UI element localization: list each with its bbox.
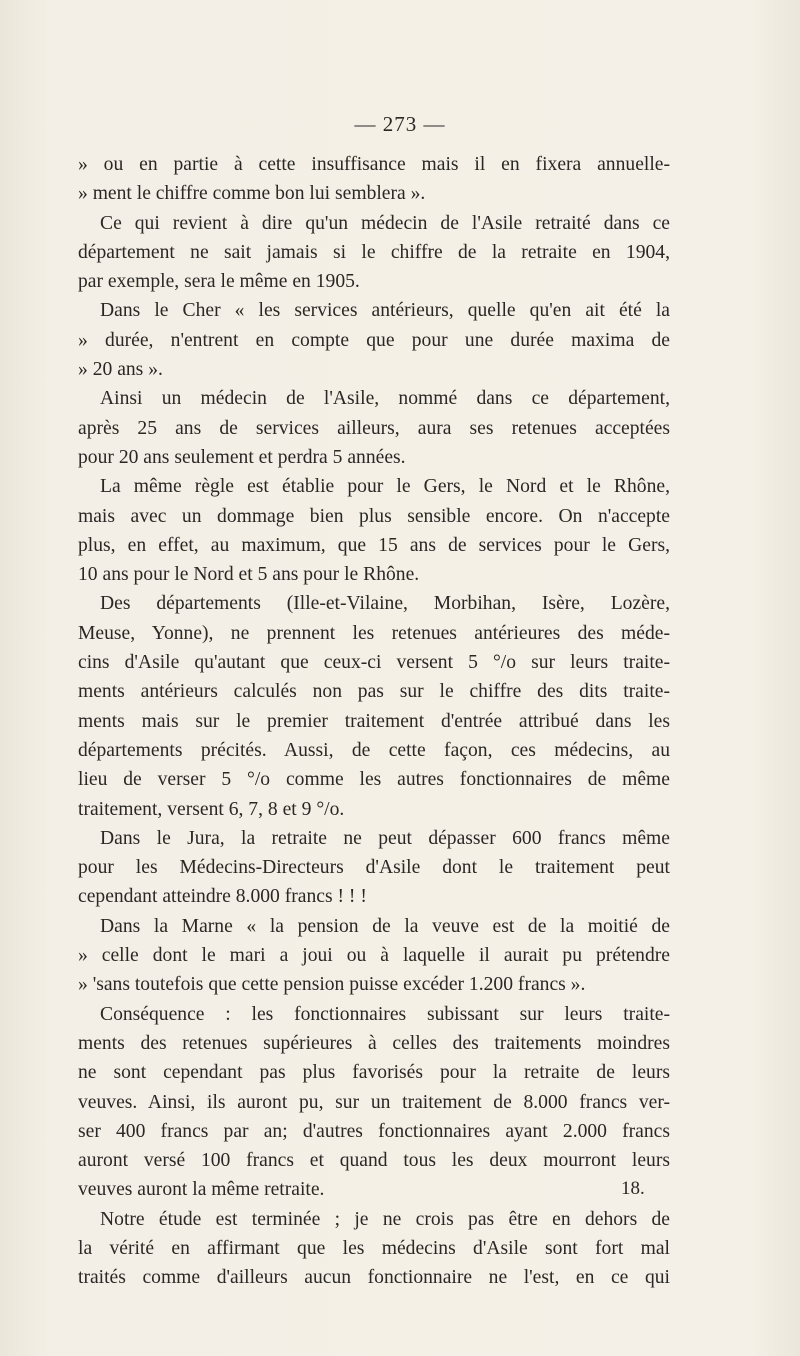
text-line: Notre étude est terminée ; je ne crois pas être en dehors de [100,1208,670,1230]
text-line: Conséquence : les fonctionnaires subissant sur leurs traite- [100,1003,670,1025]
text-line: ser 400 francs par an; d'autres fonctionnaires ayant 2.000 francs [78,1120,670,1142]
text-line: » durée, n'entrent en compte que pour une durée maxima de [78,329,670,351]
text-line: département ne sait jamais si le chiffre de la retraite en 1904, [78,241,670,263]
text-line: veuves auront la même retraite. [78,1179,325,1201]
text-line: ments des retenues supérieures à celles des traitements moindres [78,1032,670,1054]
text-line: » ou en partie à cette insuffisance mais il en fixera annuelle- [78,154,670,175]
body-text [78,150,670,1293]
text-line: Ainsi un médecin de l'Asile, nommé dans ce département, [100,388,670,410]
text-line: cins d'Asile qu'autant que ceux-ci versent 5 °/o sur leurs traite- [78,652,670,674]
text-line: cependant atteindre 8.000 francs ! ! ! [78,886,367,908]
text-line: départements précités. Aussi, de cette façon, ces médecins, au [78,739,670,761]
text-line: ments antérieurs calculés non pas sur le chiffre des dits traite- [78,681,670,703]
signature-mark: 18. [621,1178,645,1199]
text-line: ments mais sur le premier traitement d'entrée attribué dans les [78,710,670,732]
text-line: » 20 ans ». [78,359,163,381]
text-line: la vérité en affirmant que les médecins d'Asile sont fort mal [78,1237,670,1259]
text-line: plus, en effet, au maximum, que 15 ans de services pour le Gers, [78,534,670,556]
text-line: Ce qui revient à dire qu'un médecin de l'Asile retraité dans ce [100,212,670,234]
text-line: par exemple, sera le même en 1905. [78,271,360,293]
text-line: traitement, versent 6, 7, 8 et 9 °/o. [78,798,345,820]
text-line: 10 ans pour le Nord et 5 ans pour le Rhône. [78,564,420,586]
text-line: Dans la Marne « la pension de la veuve est de la moitié de [100,915,670,937]
page-number-header: — 273 — [354,112,446,136]
text-line: » 'sans toutefois que cette pension puisse excéder 1.200 francs ». [78,974,586,996]
text-line: mais avec un dommage bien plus sensible encore. On n'accepte [78,505,670,527]
text-line: Meuse, Yonne), ne prennent les retenues antérieures des méde- [78,622,670,644]
text-line: pour les Médecins-Directeurs d'Asile dont le traitement peut [78,857,670,879]
text-line: après 25 ans de services ailleurs, aura ses retenues acceptées [78,417,670,439]
text-line: auront versé 100 francs et quand tous les deux mourront leurs [78,1150,670,1172]
text-line: traités comme d'ailleurs aucun fonctionnaire ne l'est, en ce qui [78,1267,670,1289]
text-line: » celle dont le mari a joui ou à laquelle il aurait pu prétendre [78,945,670,967]
text-line: lieu de verser 5 °/o comme les autres fonctionnaires de même [78,769,670,791]
text-line: » ment le chiffre comme bon lui semblera ». [78,183,426,205]
text-line: Dans le Jura, la retraite ne peut dépasser 600 francs même [100,827,670,849]
text-line: Dans le Cher « les services antérieurs, quelle qu'en ait été la [100,300,670,322]
text-line: Des départements (Ille-et-Vilaine, Morbihan, Isère, Lozère, [100,593,670,615]
text-line: ne sont cependant pas plus favorisés pour la retraite de leurs [78,1062,670,1084]
text-line: veuves. Ainsi, ils auront pu, sur un traitement de 8.000 francs ver- [78,1091,670,1113]
text-line: La même règle est établie pour le Gers, le Nord et le Rhône, [100,476,670,498]
text-line: pour 20 ans seulement et perdra 5 années. [78,446,406,468]
